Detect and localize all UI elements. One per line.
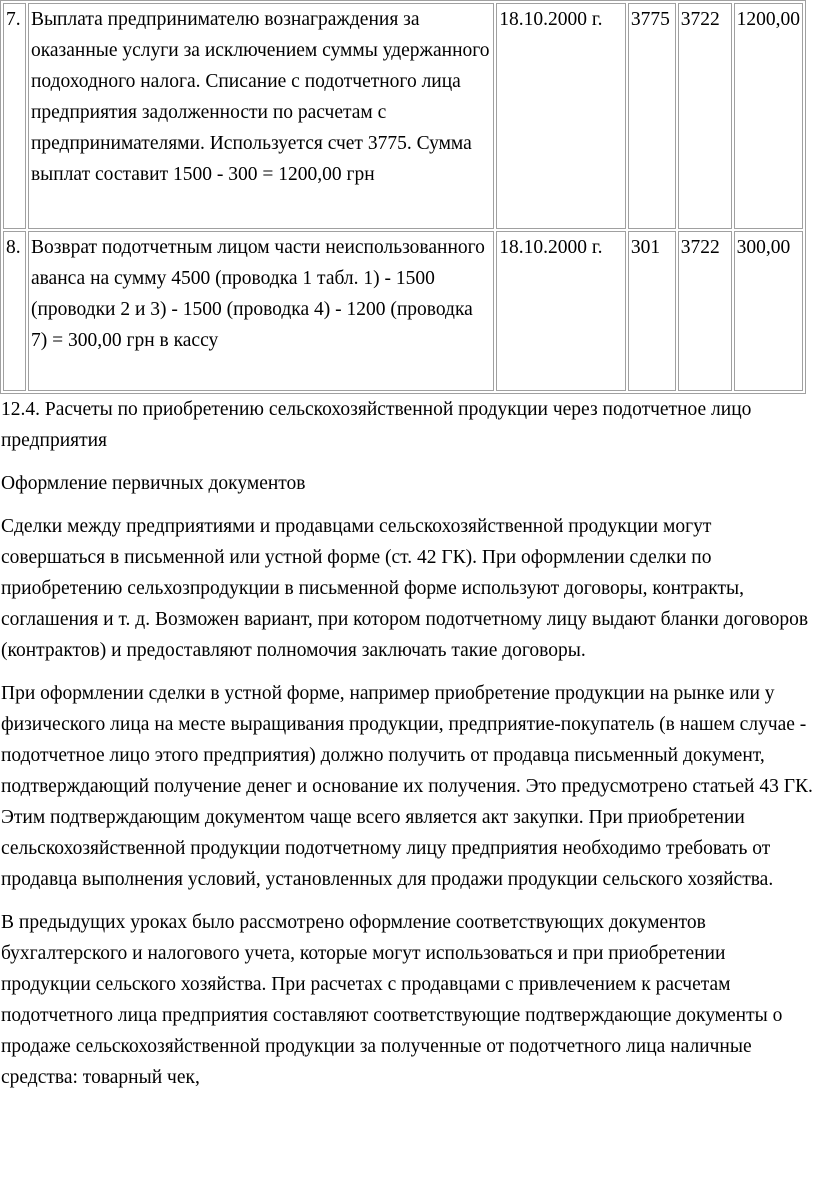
- entry-number: 8.: [3, 231, 26, 391]
- body-paragraph: В предыдущих уроках было рассмотрено оформление соответствующих документов бухгалтерского и налогового учета, которые могут использоваться и при приобретении продукции сельского хозяйства. При расчетах с продавцами с привлечением к расчетам подотчетного лица предприятия составляют соответствующие подтверждающие документы о продаже сельскохозяйственной продукции за полученные от подотчетного лица наличные средства: товарный чек,: [1, 912, 783, 1088]
- table-row: [3, 231, 803, 391]
- body-paragraph: При оформлении сделки в устной форме, например приобретение продукции на рынке или у физического лица на месте выращивания продукции, предприятие-покупатель (в нашем случае - подотчетное лицо этого предприятия) должно получить от продавца письменный документ, подтверждающий получение денег и основание их получения. Это предусмотрено статьей 43 ГК. Этим подтверждающим документом чаще всего является акт закупки. При приобретении сельскохозяйственной продукции подотчетному лицу предприятия необходимо требовать от продавца выполнения условий, установленных для продажи продукции сельского хозяйства.: [1, 683, 813, 890]
- entry-debit-account: 301: [628, 231, 676, 391]
- entry-date: 18.10.2000 г.: [496, 3, 626, 229]
- entry-description: Возврат подотчетным лицом части неиспользованного аванса на сумму 4500 (проводка 1 табл. 1) - 1500 (проводки 2 и 3) - 1500 (проводка 4) - 1200 (проводка 7) = 300,00 грн в кассу: [28, 231, 494, 391]
- entry-credit-account: 3722: [678, 231, 732, 391]
- body-paragraph: Сделки между предприятиями и продавцами сельскохозяйственной продукции могут совершаться в письменной или устной форме (ст. 42 ГК). При оформлении сделки по приобретению сельхозпродукции в письменной форме используют договоры, контракты, соглашения и т. д. Возможен вариант, при котором подотчетному лицу выдают бланки договоров (контрактов) и предоставляют полномочия заключать такие договоры.: [1, 516, 809, 661]
- accounting-entries-table: [0, 0, 806, 394]
- table-row: [3, 3, 803, 229]
- entry-credit-account: 3722: [678, 3, 732, 229]
- section-body: [1, 394, 816, 1105]
- entry-debit-account: 3775: [628, 3, 676, 229]
- entry-date: 18.10.2000 г.: [496, 231, 626, 391]
- section-subtitle: Оформление первичных документов: [1, 473, 306, 494]
- entry-amount: 300,00: [734, 231, 803, 391]
- entry-amount: 1200,00: [734, 3, 803, 229]
- entry-number: 7.: [3, 3, 26, 229]
- entry-description: Выплата предпринимателю вознаграждения за оказанные услуги за исключением суммы удержанного подоходного налога. Списание с подотчетного лица предприятия задолженности по расчетам с предпринимателями. Используется счет 3775. Сумма выплат составит 1500 - 300 = 1200,00 грн: [28, 3, 494, 229]
- section-title: 12.4. Расчеты по приобретению сельскохозяйственной продукции через подотчетное лицо предприятия: [1, 399, 752, 451]
